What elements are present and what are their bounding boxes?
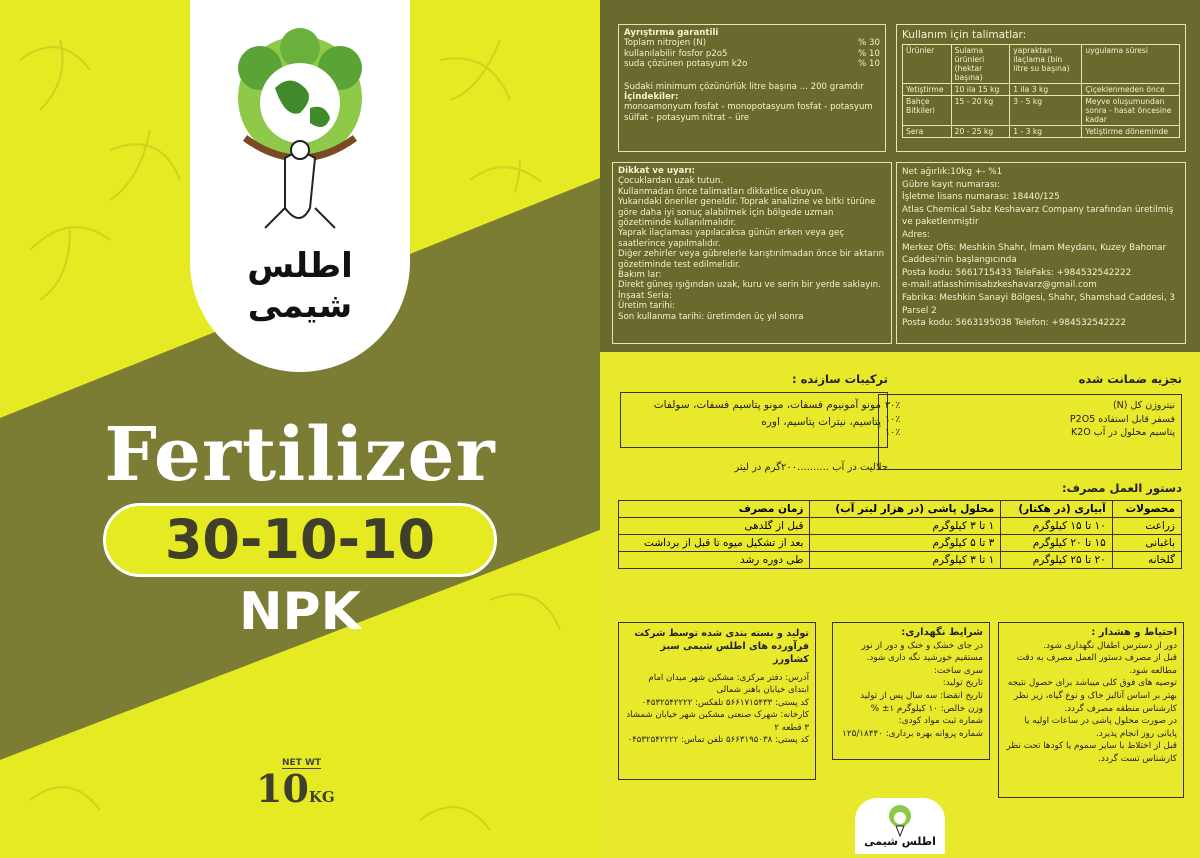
table-row: محصولات آبیاری (در هکتار) محلول پاشی (در هزار لیتر آب) زمان مصرف xyxy=(619,501,1182,518)
guarantee-row-fa: فسفر قابل استفاده P2O5 ۱۰٪ xyxy=(885,413,1175,425)
info-line: Atlas Chemical Sabz Keshavarz Company tarafından üretilmiş ve paketlenmiştir xyxy=(902,204,1174,228)
storage-line: تاریخ تولید: xyxy=(942,678,983,689)
info-line: Gübre kayıt numarası: xyxy=(902,179,1000,190)
back-panel xyxy=(600,0,1200,858)
brand-logo-text: اطلس شیمی xyxy=(247,246,353,326)
usage-table-fa xyxy=(618,500,1182,569)
weight-readout xyxy=(256,766,335,811)
storage-line: شماره ثبت مواد کودی: xyxy=(898,716,983,727)
guarantee-title-tr: Ayrıştırma garantili xyxy=(624,28,719,38)
producer-box-fa xyxy=(618,622,816,780)
storage-line: تاریخ انقضا: سه سال پس از تولید xyxy=(860,690,983,701)
producer-title-fa: تولید و بسته بندی شده توسط شرکت فرآورده های اطلس شیمی سبز کشاورز xyxy=(634,628,809,665)
weight-unit: KG xyxy=(308,788,335,806)
guarantee-box-tr xyxy=(618,24,886,152)
warning-title-tr: Dikkat ve uyarı: xyxy=(618,166,695,176)
npk-text: NPK xyxy=(239,582,361,642)
table-row: Bahçe Bitkileri 15 - 20 kg 3 - 5 kg Meyve oluşumundan sonra - hasat öncesine kadar xyxy=(903,96,1180,126)
warning-line: توصیه های فوق کلی میباشد برای حصول نتیجه بهتر بر اساس آنالیز خاک و نوع گیاه، زیر نظر کارشناس منطقه مصرف گردد. xyxy=(1007,678,1177,714)
atlas-tree-icon xyxy=(190,8,410,268)
guarantee-row: kullanılabilir fosfor p2o5 % 10 xyxy=(624,48,880,59)
producer-line: آدرس: دفتر مرکزی: مشکین شهر میدان امام ابتدای خیابان باهنر شمالی xyxy=(648,673,809,696)
warning-line: İnşaat Seria: xyxy=(618,290,672,301)
mini-logo-text: اطلس شیمی xyxy=(864,835,936,848)
warning-line: Kullanmadan önce talimatları dikkatlice okuyun. xyxy=(618,186,825,197)
warning-line: Direkt güneş ışığından uzak, kuru ve serin bir yerde saklayın. xyxy=(618,280,881,291)
warning-line: Yaprak ilaçlaması yapılacaksa günün erken veya geç saatlerince yapılmalıdır. xyxy=(618,228,845,249)
guarantee-box-fa xyxy=(878,394,1182,470)
guarantee-row-fa: نیتروژن کل (N) ۳۰٪ xyxy=(885,400,1175,411)
warning-line: Yukarıdaki öneriler geneldir. Toprak analizine ve bitki türüne göre daha iyi sonuç alabilmek için bölgede uzman gözetiminde kullanılmalıdır. xyxy=(618,197,876,229)
producer-line: کارخانه: شهرک صنعتی مشکین شهر خیابان شمشاد ۳ قطعه ۲ xyxy=(626,710,809,733)
product-title: Fertilizer xyxy=(104,412,496,498)
guarantee-row: suda çözünen potasyum k2o % 10 xyxy=(624,59,880,70)
table-row: Sera 20 - 25 kg 1 - 3 kg Yetiştirme döneminde xyxy=(903,126,1180,138)
warning-box-tr xyxy=(612,162,892,344)
storage-line: شماره پروانه بهره برداری: ۱۲۵/۱۸۴۴۰ xyxy=(842,728,983,739)
guarantee-row-fa: پتاسیم محلول در آب K2O ۱۰٪ xyxy=(885,427,1175,438)
table-row: Ürünler Sulama ürünleri (hektar başına) yapraktan ilaçlama (bin litre su başına) uygulama süresi xyxy=(903,45,1180,84)
table-row: باغبانی ۱۵ تا ۲۰ کیلوگرم ۳ تا ۵ کیلوگرم بعد از تشکیل میوه تا قبل از برداشت xyxy=(619,535,1182,552)
storage-line: در جای خشک و خنک و دور از نور مستقیم خورشید نگه داری شود. xyxy=(861,640,983,664)
guarantee-row: Toplam nitrojen (N) % 30 xyxy=(624,38,880,49)
logo-arch xyxy=(190,0,410,372)
mini-logo xyxy=(855,798,945,854)
info-line: e-mail:atlasshimisabzkeshavarz@gmail.com xyxy=(902,280,1097,291)
info-line: İşletme lisans numarası: 18440/125 xyxy=(902,192,1060,203)
solubility-tr: Sudaki minimum çözünürlük litre başına ... 200 gramdır xyxy=(624,81,864,92)
table-row: Yetiştirme 10 ila 15 kg 1 ila 3 kg Çiçeklenmeden önce xyxy=(903,84,1180,96)
usage-table-tr xyxy=(902,44,1180,138)
warning-line: Son kullanma tarihi: üretimden üç yıl sonra xyxy=(618,311,804,322)
info-line: Adres: xyxy=(902,229,930,240)
info-line: Merkez Ofis: Meshkin Shahr, İmam Meydanı, Kuzey Bahonar Caddesi'nin başlangıcında xyxy=(902,242,1167,266)
info-box-tr xyxy=(896,162,1186,344)
atlas-tree-icon xyxy=(880,802,920,838)
warning-line: Çocuklardan uzak tutun. xyxy=(618,176,724,187)
composition-title-fa: ترکیبات سازنده : xyxy=(791,372,888,386)
formula-text: 30-10-10 xyxy=(164,508,436,571)
storage-line: وزن خالص: ۱۰ کیلوگرم ۱± % xyxy=(870,703,983,714)
warning-line: Bakım lar: xyxy=(618,270,662,281)
producer-line: کد پستی: ۵۶۶۳۱۹۵۰۳۸ تلفن تماس: ۰۴۵۳۲۵۴۲۲۲۲ xyxy=(627,735,809,746)
ingredients-tr: monoamonyum fosfat - monopotasyum fosfat - potasyum sülfat - potasyum nitrat – üre xyxy=(624,102,873,123)
storage-line: سری ساخت: xyxy=(934,665,983,676)
table-row: زراعت ۱۰ تا ۱۵ کیلوگرم ۱ تا ۳ کیلوگرم قبل از گلدهی xyxy=(619,518,1182,535)
info-line: Posta kodu: 5663195038 Telefon: +984532542222 xyxy=(902,318,1126,329)
usage-title-fa: دستور العمل مصرف: xyxy=(1061,481,1182,495)
info-line: Posta kodu: 5661715433 TeleFaks: +984532542222 xyxy=(902,267,1132,278)
warning-line: دور از دسترس اطفال نگهداری شود. xyxy=(1043,640,1177,651)
usage-box-tr xyxy=(896,24,1186,152)
warning-line: Üretim tarihi: xyxy=(618,301,676,312)
storage-title-fa: شرایط نگهداری: xyxy=(901,627,983,638)
usage-title-tr: Kullanım için talimatlar: xyxy=(902,29,1027,41)
table-row: گلخانه ۲۰ تا ۲۵ کیلوگرم ۱ تا ۳ کیلوگرم طی دوره رشد xyxy=(619,552,1182,569)
info-line: Fabrika: Meshkin Sanayi Bölgesi, Shahr, Shamshad Caddesi, 3 Parsel 2 xyxy=(902,292,1176,316)
warning-line: در صورت محلول پاشی در ساعات اولیه یا پایانی روز انجام پذیرد. xyxy=(1024,716,1177,739)
ingredients-title-tr: İçindekiler: xyxy=(624,92,679,103)
producer-line: کد پستی: ۵۶۶۱۷۱۵۴۳۳ تلفکس: ۰۴۵۳۲۵۴۲۲۲۲ xyxy=(641,697,809,708)
warning-title-fa: احتیاط و هشدار : xyxy=(1091,627,1177,638)
composition-box-fa: مونو آمونیوم فسفات، مونو پتاسیم فسفات، سولفات پتاسیم، نیترات پتاسیم، اوره xyxy=(620,392,888,448)
warning-line: قبل از اختلاط با سایر سموم یا کودها تحت نظر کارشناس تست گردد. xyxy=(1006,741,1177,764)
warning-line: قبل از مصرف دستور العمل مصرف به دقت مطالعه شود. xyxy=(1016,653,1177,676)
guarantee-title-fa: تجزیه ضمانت شده xyxy=(1078,372,1182,386)
warning-line: Diğer zehirler veya gübrelerle karıştırılmadan önce bir aktarın gözetiminde test edilmelidir. xyxy=(618,249,885,270)
net-wt-label: NET WT xyxy=(282,758,322,768)
info-line: Net ağırlık:10kg +- %1 xyxy=(902,167,1003,177)
storage-box-fa xyxy=(832,622,990,760)
warning-box-fa xyxy=(998,622,1184,798)
solubility-fa: حلالیت در آب ..........۲۰۰گرم در لیتر xyxy=(734,462,888,473)
weight-value: 10 xyxy=(256,766,309,811)
